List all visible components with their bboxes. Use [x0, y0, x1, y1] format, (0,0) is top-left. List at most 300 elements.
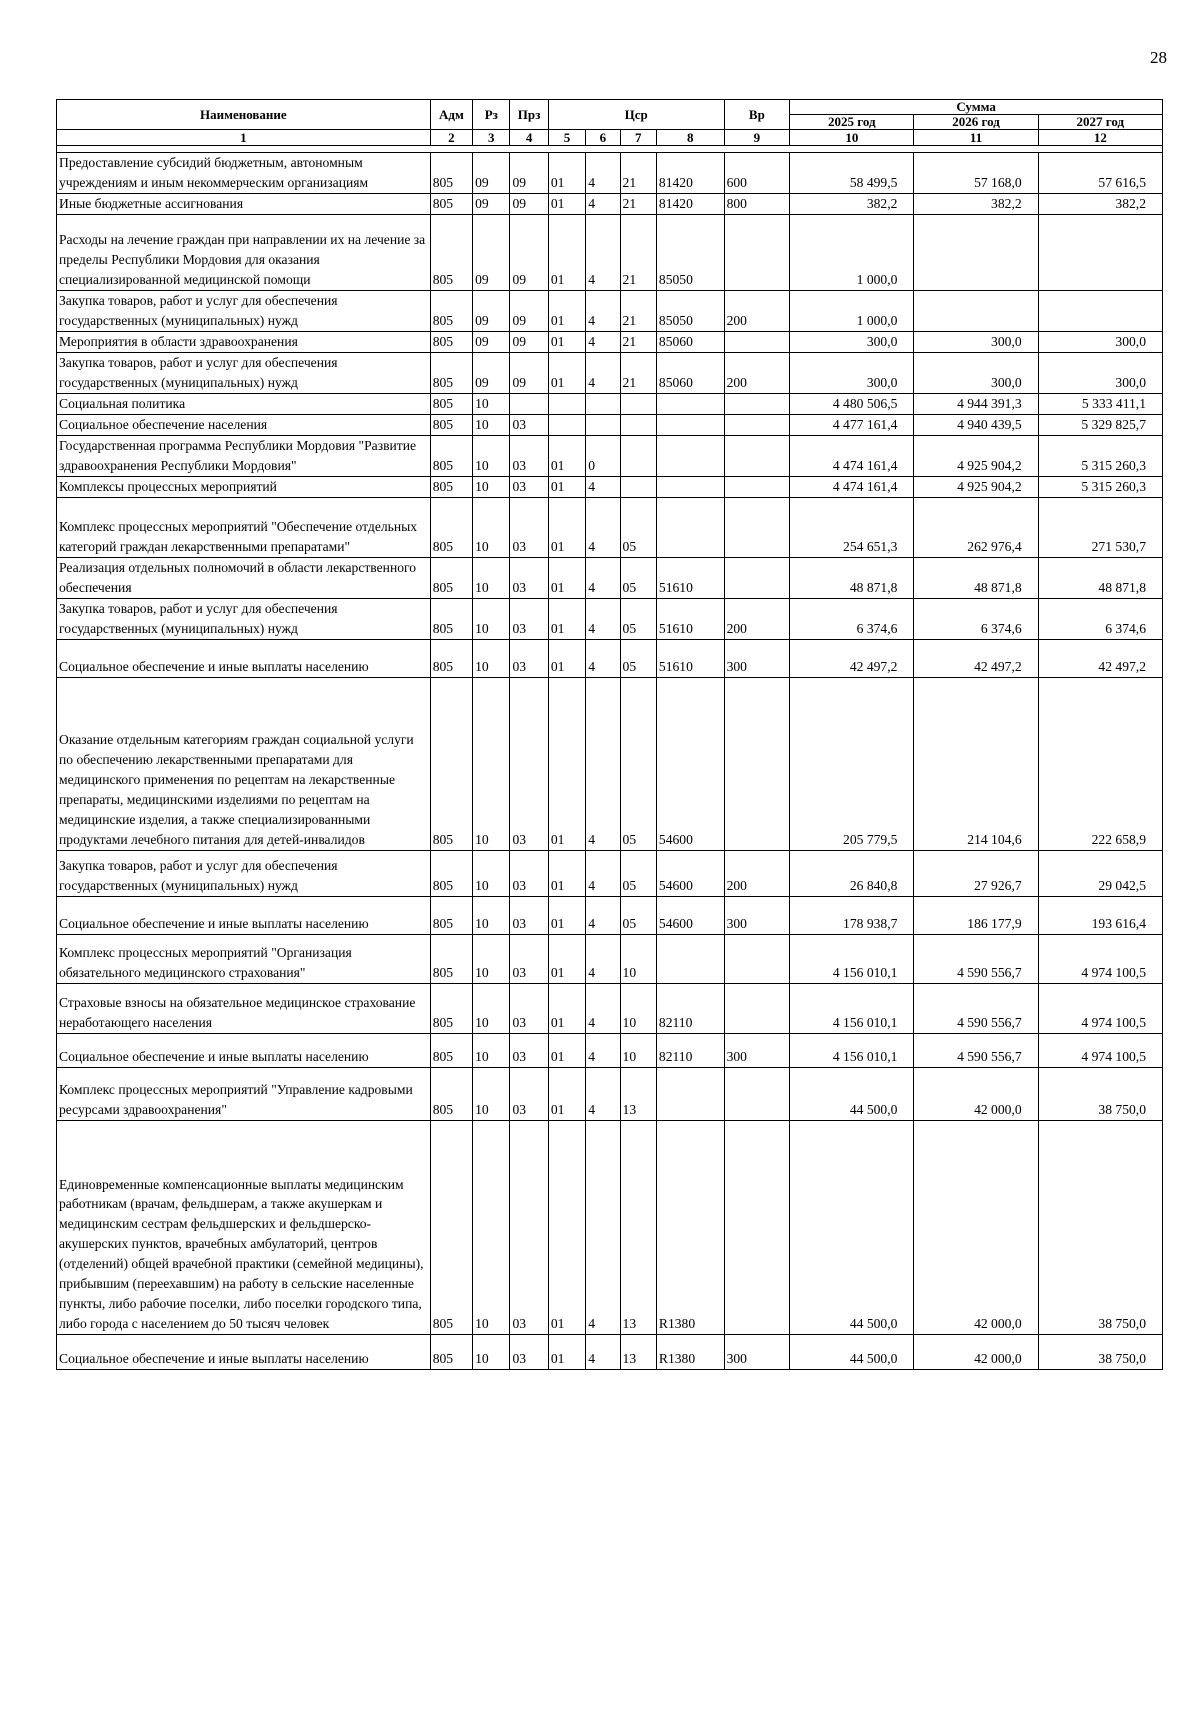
table-row — [57, 934, 1163, 983]
cell-rz: 10 — [473, 1067, 510, 1120]
cell-adm: 805 — [430, 598, 472, 639]
cell-sum-2026: 6 374,6 — [914, 598, 1038, 639]
cell-prz: 03 — [510, 415, 548, 436]
table-row — [57, 353, 1163, 394]
cell-sum-2027: 5 315 260,3 — [1038, 477, 1162, 498]
col-number: 3 — [473, 130, 510, 146]
cell-csr-type: 4 — [586, 558, 620, 599]
cell-rz: 09 — [473, 291, 510, 332]
cell-csr-type: 4 — [586, 215, 620, 291]
cell-adm: 805 — [430, 436, 472, 477]
cell-prz: 03 — [510, 983, 548, 1033]
header-sum: Сумма — [790, 100, 1163, 115]
cell-sum-2026: 300,0 — [914, 332, 1038, 353]
cell-csr-type: 4 — [586, 934, 620, 983]
cell-csr-subgroup: 21 — [620, 153, 656, 194]
cell-csr-type: 4 — [586, 1334, 620, 1369]
cell-adm: 805 — [430, 677, 472, 850]
cell-sum-2027: 382,2 — [1038, 194, 1162, 215]
cell-sum-2026: 4 940 439,5 — [914, 415, 1038, 436]
cell-sum-2026 — [914, 291, 1038, 332]
cell-vr — [724, 415, 790, 436]
cell-name: Страховые взносы на обязательное медицинское страхование неработающего населения — [57, 983, 431, 1033]
cell-sum-2025: 4 480 506,5 — [790, 394, 914, 415]
cell-csr-subgroup: 21 — [620, 353, 656, 394]
cell-sum-2027: 4 974 100,5 — [1038, 983, 1162, 1033]
cell-sum-2025: 44 500,0 — [790, 1120, 914, 1334]
cell-sum-2027: 4 974 100,5 — [1038, 934, 1162, 983]
cell-rz: 09 — [473, 353, 510, 394]
cell-csr-program: 01 — [548, 1033, 585, 1067]
cell-prz: 09 — [510, 353, 548, 394]
cell-csr-program: 01 — [548, 558, 585, 599]
cell-vr — [724, 394, 790, 415]
cell-name: Иные бюджетные ассигнования — [57, 194, 431, 215]
cell-sum-2027: 300,0 — [1038, 332, 1162, 353]
cell-name: Социальное обеспечение населения — [57, 415, 431, 436]
cell-sum-2026: 300,0 — [914, 353, 1038, 394]
cell-sum-2025: 58 499,5 — [790, 153, 914, 194]
cell-csr-type: 4 — [586, 498, 620, 558]
cell-sum-2026: 186 177,9 — [914, 896, 1038, 934]
cell-name: Закупка товаров, работ и услуг для обеспечения государственных (муниципальных) нужд — [57, 598, 431, 639]
cell-rz: 09 — [473, 194, 510, 215]
cell-vr — [724, 934, 790, 983]
cell-csr-type: 4 — [586, 1033, 620, 1067]
cell-sum-2027: 5 329 825,7 — [1038, 415, 1162, 436]
cell-vr: 600 — [724, 153, 790, 194]
cell-adm: 805 — [430, 1033, 472, 1067]
cell-prz: 09 — [510, 194, 548, 215]
col-number: 8 — [656, 130, 724, 146]
table-row — [57, 598, 1163, 639]
cell-prz: 03 — [510, 1067, 548, 1120]
cell-csr-type: 4 — [586, 677, 620, 850]
cell-sum-2025: 6 374,6 — [790, 598, 914, 639]
cell-rz: 09 — [473, 332, 510, 353]
cell-rz: 10 — [473, 477, 510, 498]
cell-adm: 805 — [430, 983, 472, 1033]
cell-rz: 10 — [473, 983, 510, 1033]
col-number: 9 — [724, 130, 790, 146]
cell-vr — [724, 1067, 790, 1120]
cell-csr-direction: 85060 — [656, 353, 724, 394]
cell-prz: 09 — [510, 291, 548, 332]
page-number: 28 — [1150, 48, 1167, 67]
cell-csr-type: 4 — [586, 153, 620, 194]
cell-name: Комплекс процессных мероприятий "Организация обязательного медицинского страхования" — [57, 934, 431, 983]
cell-vr — [724, 1120, 790, 1334]
cell-csr-direction — [656, 477, 724, 498]
cell-sum-2026: 42 000,0 — [914, 1120, 1038, 1334]
cell-csr-direction: 85050 — [656, 291, 724, 332]
cell-csr-direction — [656, 498, 724, 558]
cell-sum-2027: 5 333 411,1 — [1038, 394, 1162, 415]
cell-adm: 805 — [430, 153, 472, 194]
cell-sum-2025: 48 871,8 — [790, 558, 914, 599]
cell-sum-2025: 4 156 010,1 — [790, 983, 914, 1033]
cell-name: Социальное обеспечение и иные выплаты населению — [57, 896, 431, 934]
cell-prz: 03 — [510, 477, 548, 498]
cell-csr-direction: R1380 — [656, 1120, 724, 1334]
cell-sum-2027 — [1038, 291, 1162, 332]
cell-sum-2025: 254 651,3 — [790, 498, 914, 558]
cell-prz: 03 — [510, 436, 548, 477]
cell-sum-2025: 205 779,5 — [790, 677, 914, 850]
cell-prz: 09 — [510, 215, 548, 291]
table-row — [57, 1067, 1163, 1120]
cell-csr-subgroup: 21 — [620, 291, 656, 332]
cell-sum-2027: 6 374,6 — [1038, 598, 1162, 639]
cell-csr-type: 4 — [586, 1067, 620, 1120]
col-number: 7 — [620, 130, 656, 146]
cell-csr-type: 4 — [586, 353, 620, 394]
cell-prz: 03 — [510, 558, 548, 599]
cell-sum-2027: 4 974 100,5 — [1038, 1033, 1162, 1067]
col-number: 1 — [57, 130, 431, 146]
cell-csr-direction — [656, 415, 724, 436]
cell-csr-program: 01 — [548, 153, 585, 194]
cell-csr-program: 01 — [548, 934, 585, 983]
cell-sum-2026: 4 925 904,2 — [914, 477, 1038, 498]
header-vr: Вр — [724, 100, 790, 130]
cell-sum-2025: 382,2 — [790, 194, 914, 215]
table-row — [57, 639, 1163, 677]
cell-prz: 03 — [510, 498, 548, 558]
cell-csr-subgroup: 05 — [620, 677, 656, 850]
cell-csr-subgroup: 13 — [620, 1067, 656, 1120]
cell-csr-direction: 54600 — [656, 850, 724, 896]
table-header — [57, 100, 1163, 146]
cell-csr-subgroup: 05 — [620, 896, 656, 934]
table-row — [57, 1120, 1163, 1334]
cell-csr-subgroup: 13 — [620, 1120, 656, 1334]
cell-rz: 10 — [473, 394, 510, 415]
cell-adm: 805 — [430, 639, 472, 677]
table-row — [57, 498, 1163, 558]
cell-adm: 805 — [430, 291, 472, 332]
table-row — [57, 558, 1163, 599]
cell-csr-subgroup: 10 — [620, 983, 656, 1033]
cell-name: Предоставление субсидий бюджетным, автономным учреждениям и иным некоммерческим организациям — [57, 153, 431, 194]
cell-csr-direction — [656, 934, 724, 983]
cell-csr-direction: 51610 — [656, 598, 724, 639]
cell-csr-program — [548, 415, 585, 436]
cell-prz — [510, 394, 548, 415]
cell-adm: 805 — [430, 558, 472, 599]
cell-csr-program: 01 — [548, 477, 585, 498]
cell-sum-2027 — [1038, 215, 1162, 291]
cell-vr: 300 — [724, 639, 790, 677]
cell-name: Комплекс процессных мероприятий "Обеспечение отдельных категорий граждан лекарственными препаратами" — [57, 498, 431, 558]
cell-rz: 10 — [473, 558, 510, 599]
cell-name: Социальное обеспечение и иные выплаты населению — [57, 1334, 431, 1369]
cell-csr-program: 01 — [548, 639, 585, 677]
cell-csr-subgroup: 10 — [620, 934, 656, 983]
cell-sum-2026: 4 590 556,7 — [914, 934, 1038, 983]
cell-sum-2025: 4 474 161,4 — [790, 436, 914, 477]
cell-rz: 10 — [473, 639, 510, 677]
cell-csr-program: 01 — [548, 498, 585, 558]
cell-csr-program: 01 — [548, 436, 585, 477]
cell-prz: 03 — [510, 1120, 548, 1334]
table-row — [57, 194, 1163, 215]
cell-csr-direction: 81420 — [656, 194, 724, 215]
header-year-2026: 2026 год — [914, 115, 1038, 130]
cell-csr-subgroup: 21 — [620, 194, 656, 215]
cell-csr-program: 01 — [548, 194, 585, 215]
cell-rz: 10 — [473, 677, 510, 850]
table-row — [57, 677, 1163, 850]
cell-sum-2026: 4 590 556,7 — [914, 1033, 1038, 1067]
cell-rz: 09 — [473, 215, 510, 291]
cell-csr-direction: R1380 — [656, 1334, 724, 1369]
cell-vr — [724, 498, 790, 558]
table-row — [57, 291, 1163, 332]
cell-sum-2026: 48 871,8 — [914, 558, 1038, 599]
cell-csr-direction: 81420 — [656, 153, 724, 194]
cell-prz: 03 — [510, 1033, 548, 1067]
cell-csr-subgroup: 10 — [620, 1033, 656, 1067]
cell-csr-direction: 54600 — [656, 677, 724, 850]
cell-prz: 03 — [510, 639, 548, 677]
header-rz: Рз — [473, 100, 510, 130]
cell-csr-type: 4 — [586, 896, 620, 934]
table-row — [57, 477, 1163, 498]
cell-adm: 805 — [430, 477, 472, 498]
cell-sum-2027: 222 658,9 — [1038, 677, 1162, 850]
table-row — [57, 153, 1163, 194]
col-number: 6 — [586, 130, 620, 146]
cell-name: Единовременные компенсационные выплаты медицинским работникам (врачам, фельдшерам, а также акушеркам и медицинским сестрам фельдшерских и фельдшерско-акушерских пунктов, врачебных амбулаторий, центров (отделений) общей врачебной практики (семейной медицины), прибывшим (переехавшим) на работу в сельские населенные пункты, либо рабочие поселки, либо поселки городского типа, либо города с населением до 50 тысяч человек — [57, 1120, 431, 1334]
cell-csr-direction: 82110 — [656, 1033, 724, 1067]
cell-vr — [724, 983, 790, 1033]
cell-csr-program: 01 — [548, 1120, 585, 1334]
cell-csr-type — [586, 415, 620, 436]
cell-csr-program: 01 — [548, 983, 585, 1033]
cell-csr-type: 4 — [586, 598, 620, 639]
table-row — [57, 436, 1163, 477]
cell-sum-2026: 382,2 — [914, 194, 1038, 215]
cell-sum-2027: 5 315 260,3 — [1038, 436, 1162, 477]
cell-sum-2027: 271 530,7 — [1038, 498, 1162, 558]
cell-sum-2026: 214 104,6 — [914, 677, 1038, 850]
cell-vr — [724, 436, 790, 477]
cell-adm: 805 — [430, 215, 472, 291]
table-row — [57, 850, 1163, 896]
cell-adm: 805 — [430, 353, 472, 394]
table-row — [57, 332, 1163, 353]
cell-rz: 10 — [473, 415, 510, 436]
cell-sum-2025: 42 497,2 — [790, 639, 914, 677]
cell-prz: 03 — [510, 598, 548, 639]
table-row — [57, 215, 1163, 291]
cell-csr-direction — [656, 394, 724, 415]
cell-adm: 805 — [430, 1120, 472, 1334]
budget-table — [56, 99, 1163, 1370]
cell-csr-direction: 85060 — [656, 332, 724, 353]
cell-sum-2026 — [914, 215, 1038, 291]
table-row — [57, 394, 1163, 415]
table-row — [57, 983, 1163, 1033]
cell-rz: 09 — [473, 153, 510, 194]
cell-csr-subgroup: 05 — [620, 558, 656, 599]
cell-csr-subgroup: 05 — [620, 598, 656, 639]
cell-rz: 10 — [473, 850, 510, 896]
cell-csr-subgroup: 05 — [620, 850, 656, 896]
cell-csr-program: 01 — [548, 353, 585, 394]
cell-sum-2027: 29 042,5 — [1038, 850, 1162, 896]
cell-sum-2025: 4 156 010,1 — [790, 1033, 914, 1067]
cell-csr-subgroup — [620, 436, 656, 477]
cell-sum-2027: 42 497,2 — [1038, 639, 1162, 677]
cell-sum-2027: 38 750,0 — [1038, 1067, 1162, 1120]
cell-rz: 10 — [473, 1033, 510, 1067]
cell-sum-2026: 57 168,0 — [914, 153, 1038, 194]
cell-name: Социальная политика — [57, 394, 431, 415]
cell-sum-2027: 38 750,0 — [1038, 1120, 1162, 1334]
cell-name: Социальное обеспечение и иные выплаты населению — [57, 1033, 431, 1067]
cell-csr-subgroup: 05 — [620, 498, 656, 558]
cell-sum-2025: 300,0 — [790, 353, 914, 394]
cell-csr-program: 01 — [548, 215, 585, 291]
cell-sum-2026: 42 000,0 — [914, 1334, 1038, 1369]
cell-csr-program: 01 — [548, 291, 585, 332]
cell-name: Комплексы процессных мероприятий — [57, 477, 431, 498]
cell-csr-program: 01 — [548, 332, 585, 353]
cell-sum-2025: 1 000,0 — [790, 291, 914, 332]
cell-prz: 03 — [510, 677, 548, 850]
table-row — [57, 896, 1163, 934]
cell-sum-2025: 300,0 — [790, 332, 914, 353]
header-name: Наименование — [57, 100, 431, 130]
cell-vr: 200 — [724, 291, 790, 332]
cell-vr: 200 — [724, 850, 790, 896]
cell-adm: 805 — [430, 394, 472, 415]
cell-sum-2027: 193 616,4 — [1038, 896, 1162, 934]
cell-sum-2026: 4 590 556,7 — [914, 983, 1038, 1033]
cell-rz: 10 — [473, 498, 510, 558]
cell-vr: 300 — [724, 1334, 790, 1369]
cell-prz: 03 — [510, 934, 548, 983]
cell-sum-2027: 300,0 — [1038, 353, 1162, 394]
cell-sum-2025: 4 477 161,4 — [790, 415, 914, 436]
cell-sum-2027: 38 750,0 — [1038, 1334, 1162, 1369]
header-adm: Адм — [430, 100, 472, 130]
cell-csr-direction: 54600 — [656, 896, 724, 934]
header-year-2027: 2027 год — [1038, 115, 1162, 130]
table-row — [57, 415, 1163, 436]
cell-csr-type: 4 — [586, 639, 620, 677]
cell-sum-2025: 44 500,0 — [790, 1334, 914, 1369]
cell-name: Государственная программа Республики Мордовия "Развитие здравоохранения Республики Мордовия" — [57, 436, 431, 477]
col-number: 11 — [914, 130, 1038, 146]
cell-name: Оказание отдельным категориям граждан социальной услуги по обеспечению лекарственными препаратами для медицинского применения по рецептам на лекарственные препараты, медицинскими изделиями по рецептам на медицинские изделия, а также специализированными продуктами лечебного питания для детей-инвалидов — [57, 677, 431, 850]
cell-vr: 800 — [724, 194, 790, 215]
cell-adm: 805 — [430, 1067, 472, 1120]
cell-rz: 10 — [473, 436, 510, 477]
cell-sum-2026: 4 944 391,3 — [914, 394, 1038, 415]
table-row — [57, 1033, 1163, 1067]
header-year-2025: 2025 год — [790, 115, 914, 130]
cell-adm: 805 — [430, 332, 472, 353]
table-row — [57, 1334, 1163, 1369]
cell-csr-program: 01 — [548, 1334, 585, 1369]
cell-sum-2026: 27 926,7 — [914, 850, 1038, 896]
cell-sum-2027: 48 871,8 — [1038, 558, 1162, 599]
cell-name: Мероприятия в области здравоохранения — [57, 332, 431, 353]
cell-rz: 10 — [473, 896, 510, 934]
cell-csr-type: 4 — [586, 1120, 620, 1334]
cell-sum-2025: 1 000,0 — [790, 215, 914, 291]
cell-sum-2025: 4 474 161,4 — [790, 477, 914, 498]
cell-vr — [724, 677, 790, 850]
cell-csr-type: 0 — [586, 436, 620, 477]
cell-prz: 03 — [510, 850, 548, 896]
cell-csr-type: 4 — [586, 477, 620, 498]
cell-name: Социальное обеспечение и иные выплаты населению — [57, 639, 431, 677]
cell-name: Реализация отдельных полномочий в области лекарственного обеспечения — [57, 558, 431, 599]
cell-vr — [724, 215, 790, 291]
cell-csr-direction: 82110 — [656, 983, 724, 1033]
col-number: 10 — [790, 130, 914, 146]
cell-rz: 10 — [473, 1120, 510, 1334]
cell-csr-subgroup — [620, 394, 656, 415]
cell-adm: 805 — [430, 498, 472, 558]
cell-csr-program — [548, 394, 585, 415]
cell-rz: 10 — [473, 934, 510, 983]
cell-csr-program: 01 — [548, 677, 585, 850]
cell-sum-2026: 42 000,0 — [914, 1067, 1038, 1120]
cell-csr-direction — [656, 436, 724, 477]
cell-sum-2025: 44 500,0 — [790, 1067, 914, 1120]
cell-vr — [724, 332, 790, 353]
cell-csr-program: 01 — [548, 896, 585, 934]
cell-adm: 805 — [430, 896, 472, 934]
cell-csr-program: 01 — [548, 1067, 585, 1120]
cell-csr-type: 4 — [586, 983, 620, 1033]
col-number: 4 — [510, 130, 548, 146]
cell-name: Закупка товаров, работ и услуг для обеспечения государственных (муниципальных) нужд — [57, 291, 431, 332]
cell-csr-subgroup — [620, 415, 656, 436]
cell-csr-type — [586, 394, 620, 415]
cell-sum-2025: 4 156 010,1 — [790, 934, 914, 983]
cell-name: Закупка товаров, работ и услуг для обеспечения государственных (муниципальных) нужд — [57, 353, 431, 394]
cell-csr-direction: 51610 — [656, 558, 724, 599]
cell-prz: 09 — [510, 332, 548, 353]
cell-csr-subgroup: 21 — [620, 332, 656, 353]
cell-csr-program: 01 — [548, 850, 585, 896]
cell-name: Закупка товаров, работ и услуг для обеспечения государственных (муниципальных) нужд — [57, 850, 431, 896]
cell-rz: 10 — [473, 598, 510, 639]
cell-name: Расходы на лечение граждан при направлении их на лечение за пределы Республики Мордовия для оказания специализированной медицинской помощи — [57, 215, 431, 291]
cell-csr-direction: 85050 — [656, 215, 724, 291]
cell-adm: 805 — [430, 850, 472, 896]
cell-csr-type: 4 — [586, 332, 620, 353]
cell-vr: 300 — [724, 1033, 790, 1067]
cell-sum-2025: 26 840,8 — [790, 850, 914, 896]
cell-sum-2026: 42 497,2 — [914, 639, 1038, 677]
header-csr: Цср — [548, 100, 724, 130]
cell-csr-subgroup — [620, 477, 656, 498]
cell-vr: 200 — [724, 598, 790, 639]
cell-csr-type: 4 — [586, 850, 620, 896]
cell-vr: 200 — [724, 353, 790, 394]
cell-vr: 300 — [724, 896, 790, 934]
cell-sum-2026: 4 925 904,2 — [914, 436, 1038, 477]
cell-csr-subgroup: 21 — [620, 215, 656, 291]
spacer-row — [57, 146, 1163, 153]
